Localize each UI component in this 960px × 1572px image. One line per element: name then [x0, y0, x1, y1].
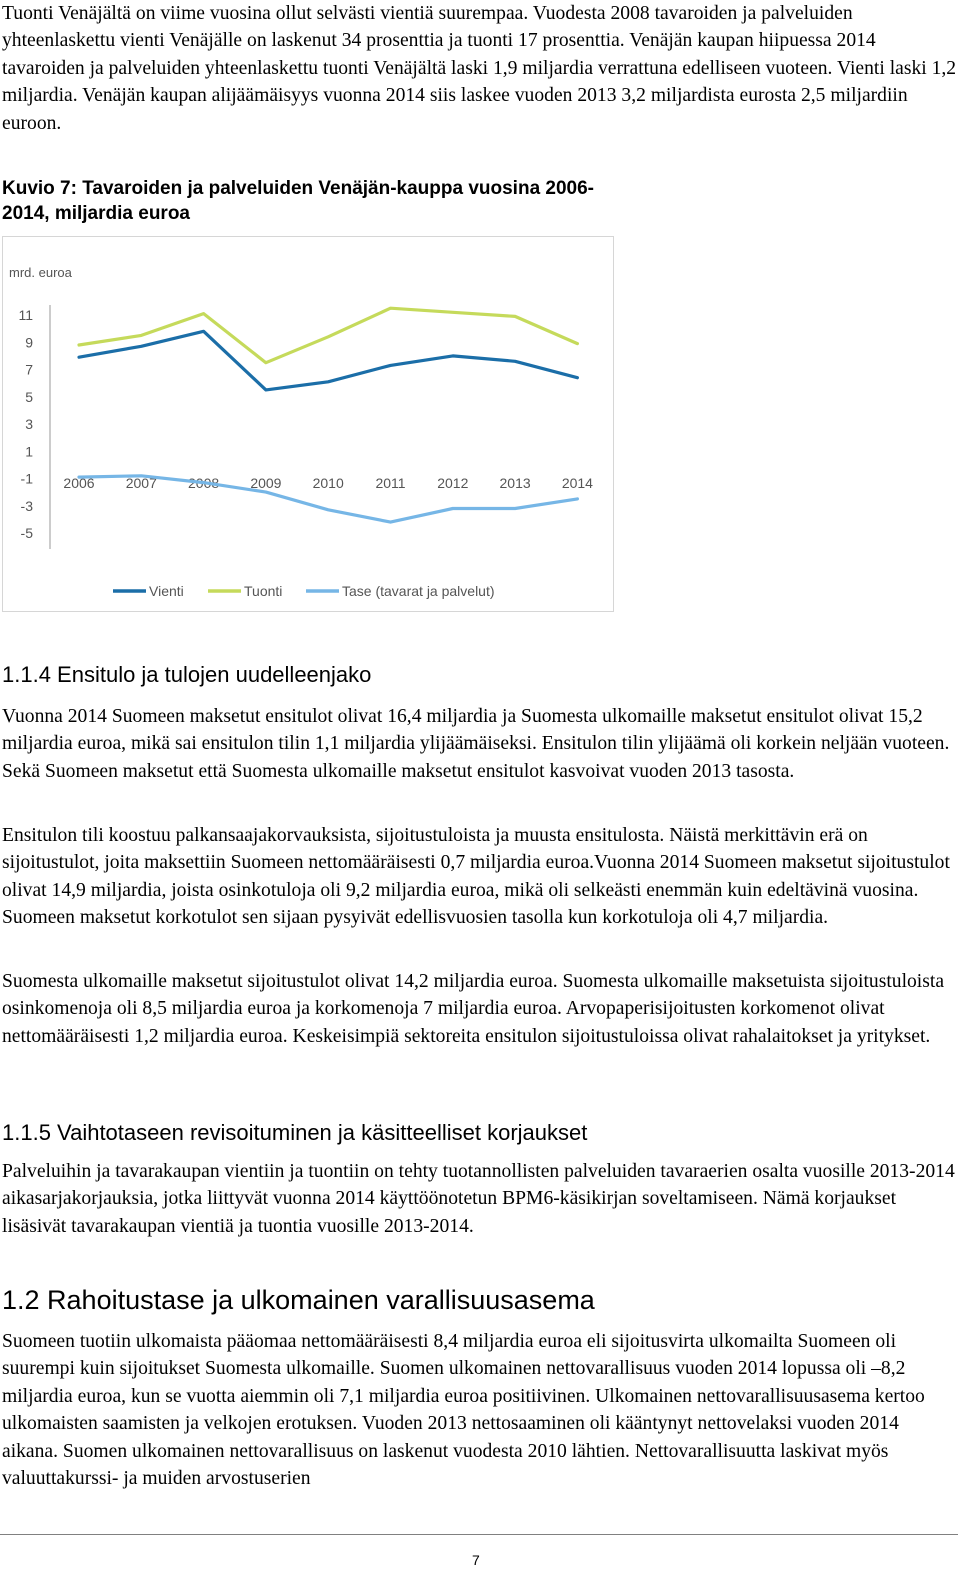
intro-paragraph: Tuonti Venäjältä on viime vuosina ollut selvästi vientiä suurempaa. Vuodesta 2008 tavaroiden ja palveluiden yhteenlaskettu vienti Venäjälle on laskenut 34 prosenttia ja tuonti 17 prosenttia. Venäjän kaupan hiipuessa 2014 tavaroiden ja palveluiden yhteenlaskettu tuonti Venäjältä laski 1,9 miljardia verrattuna edelliseen vuoteen. Vienti laski 1,2 miljardia. Venäjän kaupan alijäämäisyys vuonna 2014 siis laskee vuoden 2013 3,2 miljardista eurosta 2,5 miljardiin euroon.: [2, 3, 957, 134]
x-tick-label: 2011: [375, 475, 406, 491]
legend: [113, 583, 495, 599]
x-tick-label: 2013: [499, 475, 531, 491]
y-tick-label: -1: [20, 470, 33, 487]
x-tick-label: 2012: [437, 475, 469, 491]
y-tick-label: 11: [18, 307, 33, 323]
paragraph-ensitulon-tili: Ensitulon tili koostuu palkansaajakorvauksista, sijoitustuloista ja muusta ensitulosta. Näistä merkittävin erä on sijoitustulot, joita maksettiin Suomeen nettomääräisesti 0,7 miljardia euroa.Vuonna 2014 Suomeen maksetut sijoitustulot olivat 14,9 miljardia, joista osinkotuloja oli 9,2 miljardia euroa, mikä oli selkeästi enemmän kuin edeltävinä vuosina. Suomeen maksetut korkotulot sen sijaan pysyivät edellisvuosien tasolla kun korkotuloja oli 4,7 miljardia.: [2, 825, 950, 929]
series-line: [79, 308, 577, 363]
paragraph-rahoitustase: Suomeen tuotiin ulkomaista pääomaa nettomääräisesti 8,4 miljardia euroa eli sijoitusvirta ulkomailta Suomeen oli suurempi kuin sijoitukset Suomesta ulkomaille. Suomen ulkomainen nettovarallisuus vuoden 2014 lopussa oli –8,2 miljardia euroa, kun se vuotta aiemmin oli 7,1 miljardia euroa positiivinen. Ulkomainen nettovarallisuusasema kertoo ulkomaisten saamisten ja velkojen erotuksen. Vuoden 2013 nettosaaminen oli kääntynyt nettovelaksi vuoden 2014 aikana. Suomen ulkomainen nettovarallisuus on laskenut vuodesta 2010 lähtien. Nettovarallisuutta laskivat myös valuuttakurssi- ja muiden arvostuserien: [2, 1331, 925, 1490]
y-tick-labels: [18, 307, 33, 541]
legend-label: Vienti: [149, 583, 184, 599]
paragraph-sijoitustulot: Suomesta ulkomaille maksetut sijoitustulot olivat 14,2 miljardia euroa. Suomesta ulkomaille maksetuista sijoitustuloista osinkomenoja oli 8,5 miljardia euroa ja korkomenoja 7 miljardia euroa. Arvopaperisijoitusten korkomenot olivat nettomääräisesti 1,2 miljardia euroa. Keskeisimpiä sektoreita ensitulon sijoitustuloissa olivat rahalaitokset ja yritykset.: [2, 971, 945, 1047]
y-tick-label: 5: [25, 388, 33, 405]
chart-frame: [2, 236, 614, 612]
y-tick-label: 9: [25, 334, 33, 351]
page-number: 7: [472, 1552, 480, 1568]
paragraph-ensitulo: Vuonna 2014 Suomeen maksetut ensitulot olivat 16,4 miljardia ja Suomesta ulkomaille maksetut ensitulot olivat 15,2 miljardia euroa, mikä sai ensitulon tilin 1,1 miljardia ylijäämäiseksi. Ensitulon tilin ylijäämä oli korkein neljään vuoteen. Sekä Suomeen maksetut että Suomesta ulkomaille maksetut ensitulot kasvoivat vuoden 2013 tasosta.: [2, 706, 950, 782]
footer-divider: [0, 1534, 958, 1535]
x-tick-label: 2006: [63, 475, 95, 491]
y-axis-label: mrd. euroa: [9, 265, 72, 280]
paragraph-revisoituminen: Palveluihin ja tavarakaupan vientiin ja tuontiin on tehty tuotannollisten palveluiden tavaraerien osalta vuosille 2013-2014 aikasarjakorjauksia, jotka liittyvät vuonna 2014 käyttöönotetun BPM6-käsikirjan soveltamiseen. Nämä korjaukset lisäsivät tavarakaupan vientiä ja tuontia vuosille 2013-2014.: [2, 1161, 955, 1237]
series-line: [79, 331, 577, 390]
figure-title: Kuvio 7: Tavaroiden ja palveluiden Venäjän-kauppa vuosina 2006-2014, miljardia euroa: [2, 178, 595, 224]
legend-label: Tuonti: [244, 583, 283, 599]
x-tick-label: 2007: [125, 475, 157, 491]
legend-label: Tase (tavarat ja palvelut): [342, 583, 495, 599]
y-tick-label: -5: [20, 525, 33, 541]
legend-item: [113, 583, 184, 599]
y-tick-label: -3: [20, 497, 33, 514]
x-tick-label: 2009: [250, 475, 282, 491]
y-tick-label: 7: [25, 361, 33, 378]
y-tick-label: 1: [25, 443, 33, 460]
section-heading-1-1-5: 1.1.5 Vaihtotaseen revisoituminen ja käsitteelliset korjaukset: [2, 1120, 588, 1145]
x-tick-label: 2014: [561, 475, 593, 491]
x-tick-label: 2010: [312, 475, 344, 491]
legend-item: [208, 583, 282, 599]
section-heading-1-2: 1.2 Rahoitustase ja ulkomainen varallisuusasema: [2, 1285, 595, 1315]
section-heading-1-1-4: 1.1.4 Ensitulo ja tulojen uudelleenjako: [2, 662, 372, 687]
y-tick-label: 3: [25, 416, 33, 432]
x-tick-label: 2008: [188, 475, 220, 491]
line-chart: [3, 237, 613, 611]
legend-item: [306, 583, 495, 599]
